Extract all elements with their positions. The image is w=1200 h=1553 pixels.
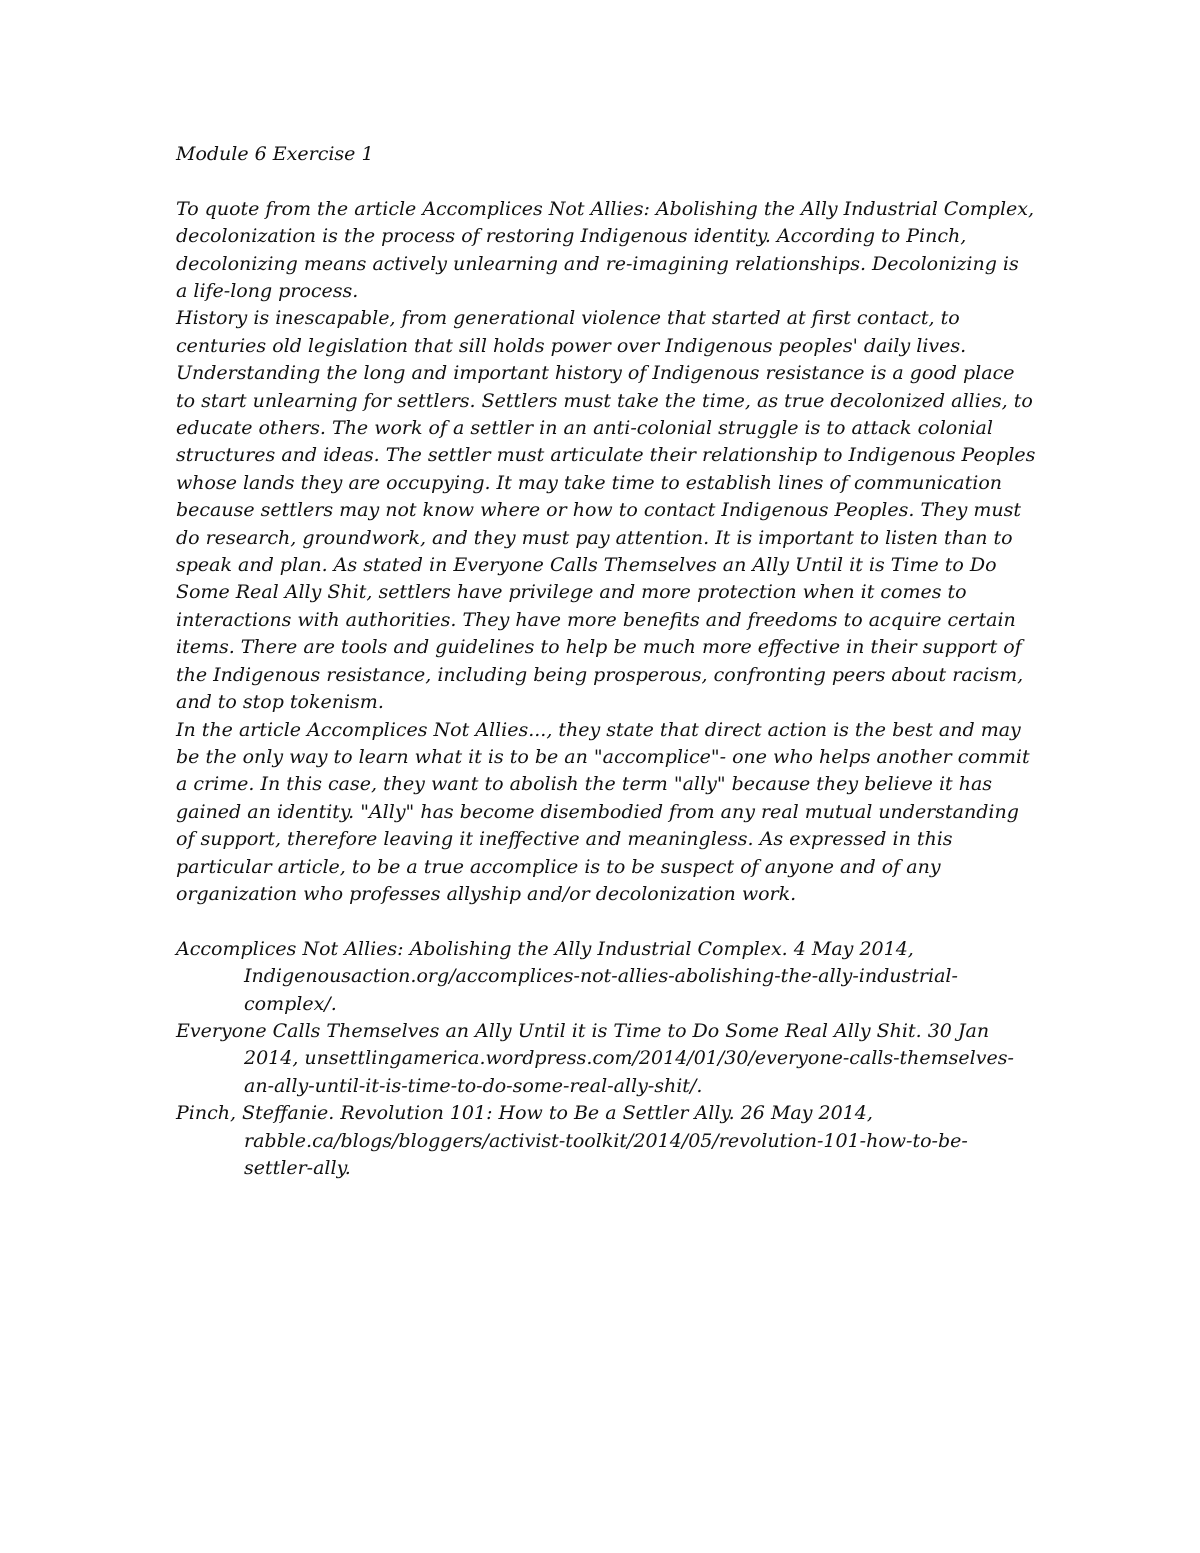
paragraph-definition: To quote from the article Accomplices Not Allies: Abolishing the Ally Industrial Complex, decolonization is the process of restoring Indigenous identity. According to Pinch, decolonizing means actively unlearning and re-imagining relationships. Decolonizing is a life-long process. — [176, 197, 1035, 303]
document-body — [176, 141, 1036, 1182]
citation-pinch: Pinch, Steffanie. Revolution 101: How to Be a Settler Ally. 26 May 2014, rabble.ca/blogs/bloggers/activist-toolkit/2014/05/revolution-101-how-to-be-settler-ally. — [176, 1102, 968, 1179]
document-title: Module 6 Exercise 1 — [176, 143, 374, 165]
paragraph-accomplices: In the article Accomplices Not Allies..., they state that direct action is the best and may be the only way to learn what it is to be an "accomplice"- one who helps another commit a crime. In this case, they want to abolish the term "ally" because they believe it has gained an identity. "Ally" has become disembodied from any real mutual understanding of support, therefore leaving it ineffective and meaningless. As expressed in this particular article, to be a true accomplice is to be suspect of anyone and of any organization who professes allyship and/or decolonization work. — [176, 718, 1030, 905]
citation-everyone-calls: Everyone Calls Themselves an Ally Until it is Time to Do Some Real Ally Shit. 30 Jan 2014, unsettlingamerica.wordpress.com/2014/01/30/everyone-calls-themselves-an-ally-until-it-is-time-to-do-some-real-ally-shit/. — [176, 1019, 1014, 1097]
paragraph-history: History is inescapable, from generational violence that started at first contact, to centuries old legislation that sill holds power over Indigenous peoples' daily lives. Understanding the long and important history of Indigenous resistance is a good place to start unlearning for settlers. Settlers must take the time, as true decolonized allies, to educate others. The work of a settler in an anti-colonial struggle is to attack colonial structures and ideas. The settler must articulate their relationship to Indigenous Peoples whose lands they are occupying. It may take time to establish lines of communication because settlers may not know where or how to contact Indigenous Peoples. They must do research, groundwork, and they must pay attention. It is important to listen than to speak and plan. As stated in Everyone Calls Themselves an Ally Until it is Time to Do Some Real Ally Shit, settlers have privilege and more protection when it comes to interactions with authorities. They have more benefits and freedoms to acquire certain items. There are tools and guidelines to help be much more effective in their support of the Indigenous resistance, including being prosperous, confronting peers about racism, and to stop tokenism. — [176, 307, 1036, 714]
works-cited-list — [176, 936, 1036, 1183]
citation-accomplices: Accomplices Not Allies: Abolishing the Ally Industrial Complex. 4 May 2014, Indigenousaction.org/accomplices-not-allies-abolishing-the-ally-industrial-complex/. — [176, 937, 958, 1015]
